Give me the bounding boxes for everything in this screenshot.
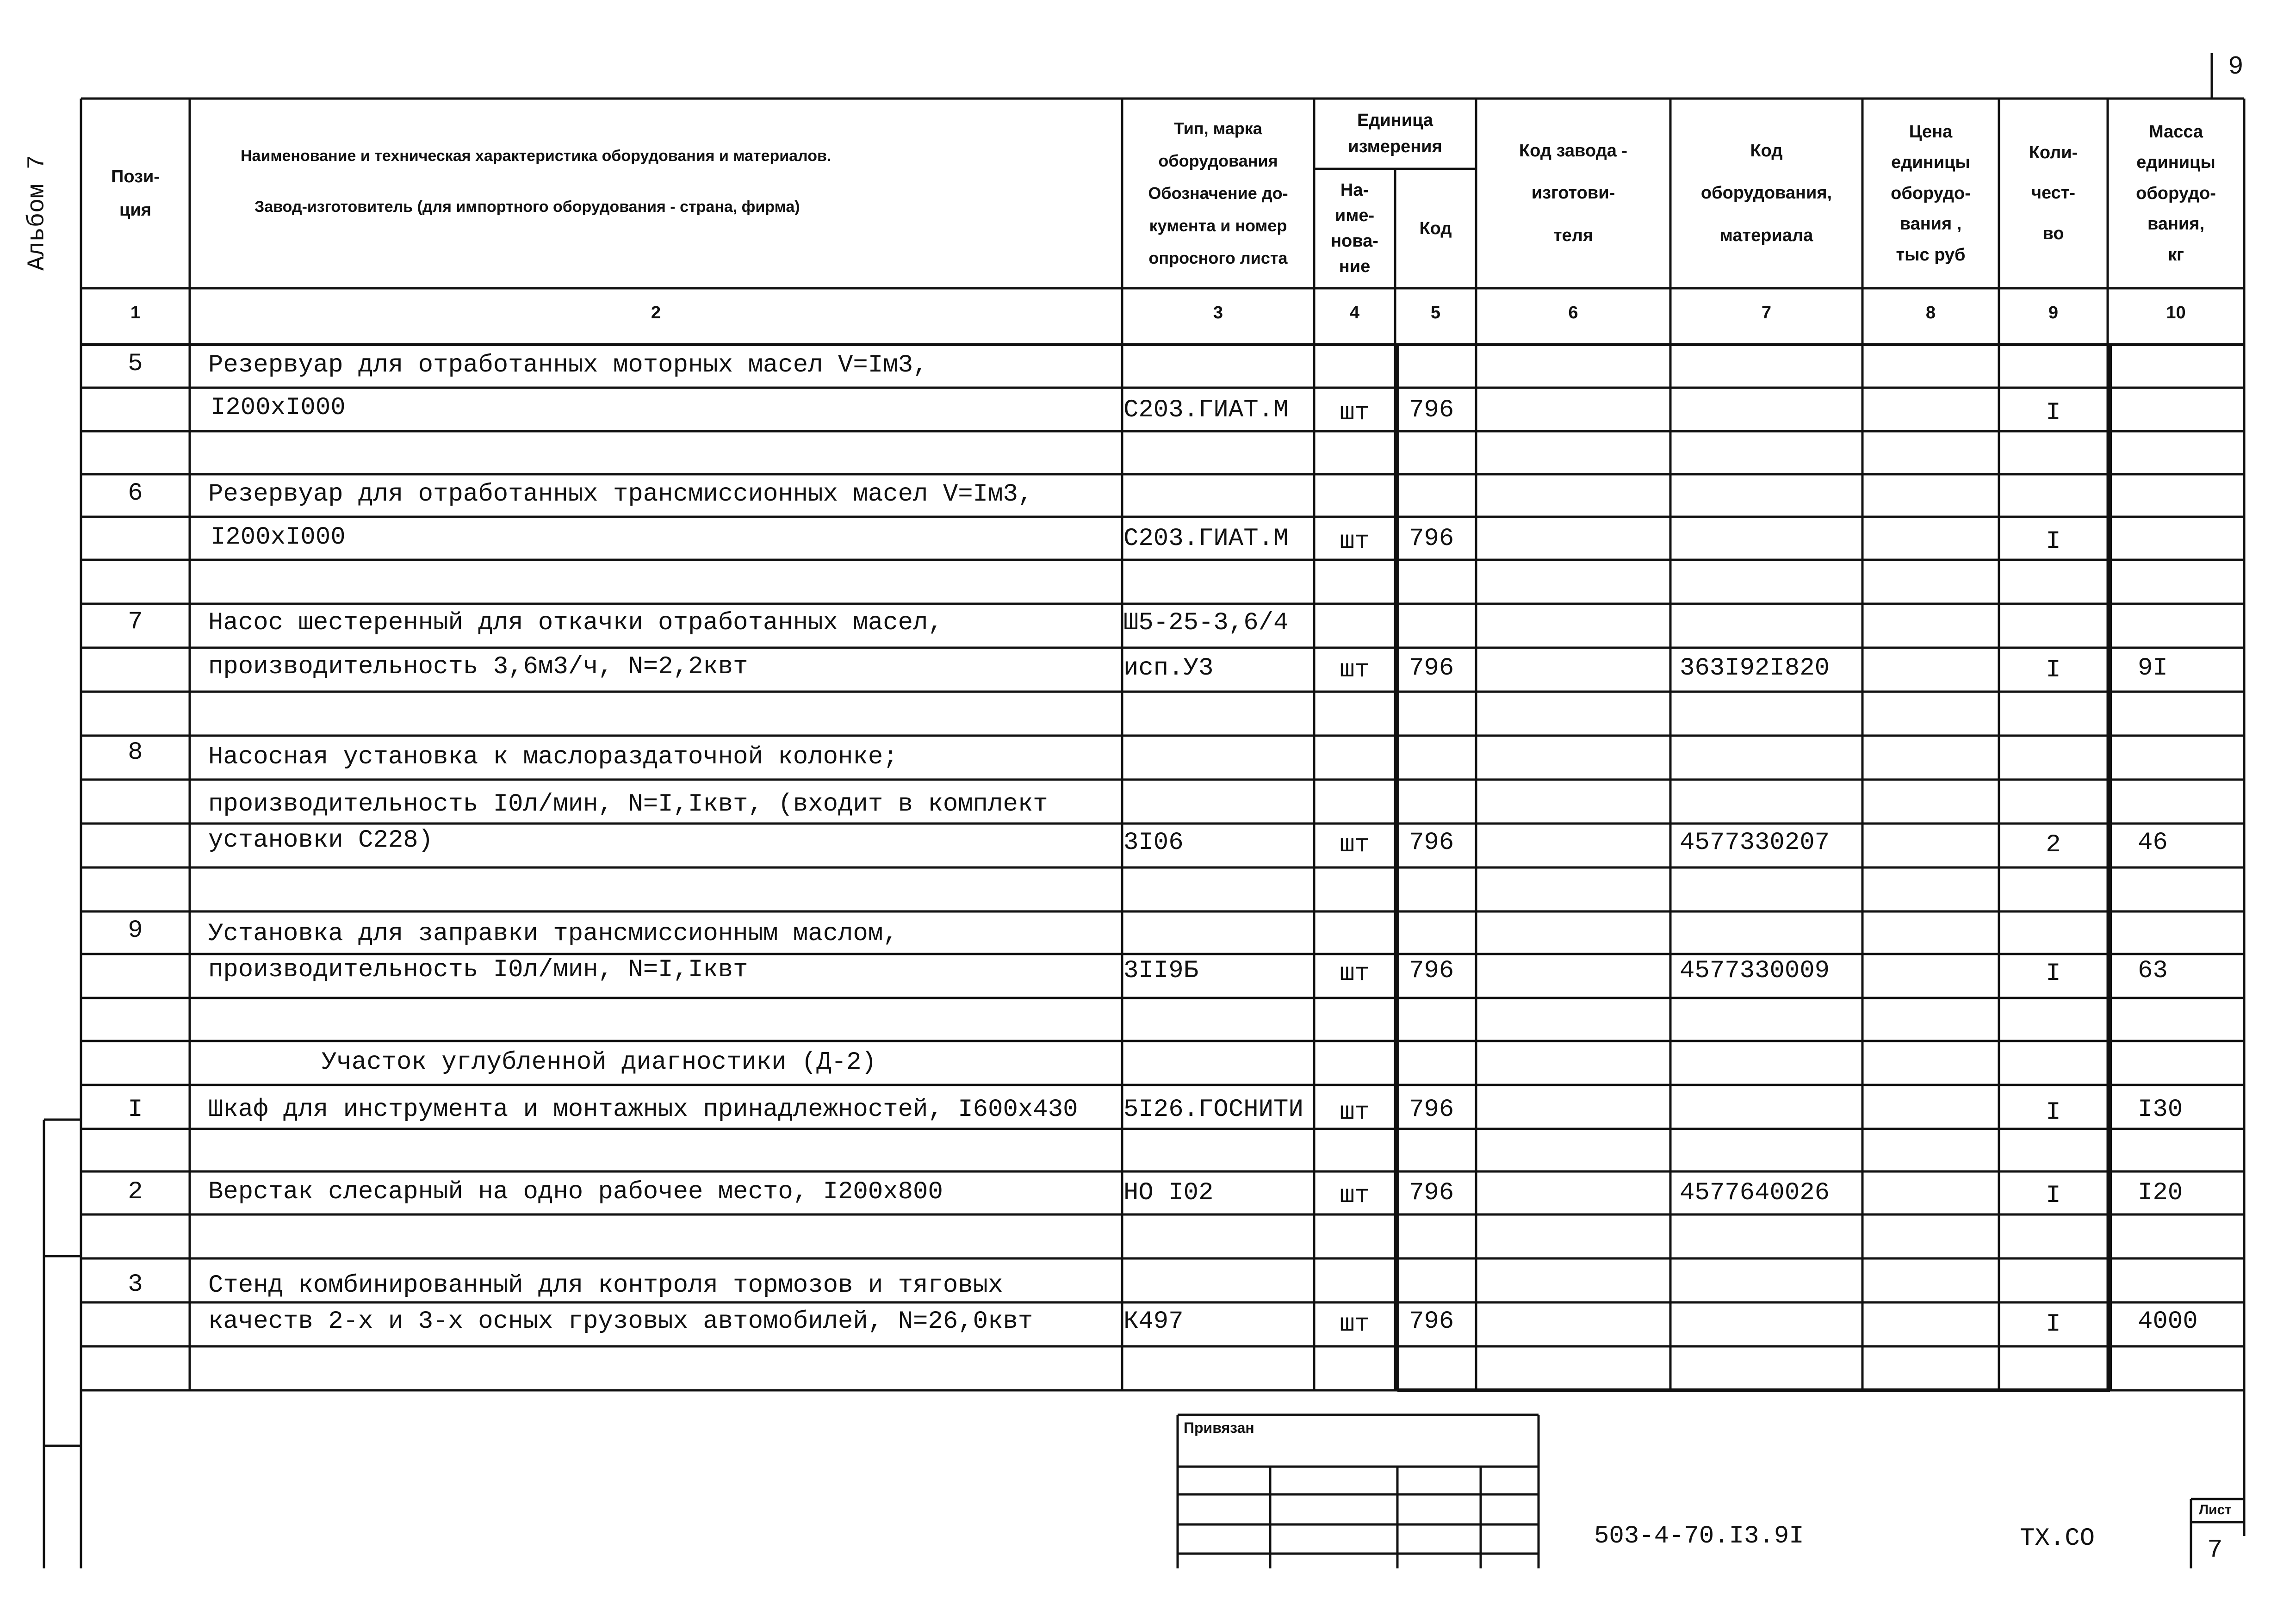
- table-row-type: 5I26.ГОСНИТИ: [1123, 1096, 1303, 1124]
- header-price: Цена единицы оборудо- вания , тыс руб: [1891, 122, 1971, 265]
- table-row-type: НО I02: [1123, 1179, 1214, 1207]
- header-name-cell: [190, 99, 1122, 288]
- table-row-type: исп.У3: [1123, 654, 1214, 682]
- table-row-unit: шт: [1340, 656, 1370, 684]
- header-mass: Масса единицы оборудо- вания, кг: [2136, 122, 2216, 265]
- table-row-name: Насосная установка к маслораздаточной колонке;: [208, 743, 898, 771]
- table-row-equipment-code: 363I92I820: [1680, 654, 1830, 682]
- table-row-unit-code: 796: [1409, 396, 1454, 424]
- table-row-quantity: I: [2046, 1310, 2061, 1338]
- table-row-equipment-code: 4577330207: [1680, 829, 1830, 857]
- col-number-2: 2: [651, 303, 661, 322]
- table-row-quantity: 2: [2046, 831, 2061, 859]
- header-quantity: Коли- чест- во: [2029, 142, 2078, 243]
- table-row-type: Ш5-25-3,6/4: [1123, 609, 1289, 637]
- table-row-unit-code: 796: [1409, 829, 1454, 857]
- table-row-equipment-code: 4577640026: [1680, 1179, 1830, 1207]
- table-row-unit: шт: [1340, 1098, 1370, 1127]
- table-row-position: 7: [128, 608, 143, 636]
- table-row-name: Шкаф для инструмента и монтажных принадлежностей, I600x430: [208, 1096, 1078, 1124]
- table-row-position: 2: [128, 1178, 143, 1206]
- table-row-type: 3I06: [1123, 829, 1184, 857]
- table-row-name: Верстак слесарный на одно рабочее место, I200x800: [208, 1178, 943, 1206]
- document-code: ТХ.СО: [2020, 1524, 2095, 1553]
- table-row-name: производительность I0л/мин, N=I,Iквт, (входит в комплект: [208, 790, 1048, 818]
- table-row-position: 9: [128, 917, 143, 945]
- table-row-unit: шт: [1340, 527, 1370, 556]
- table-row-name: Установка для заправки трансмиссионным маслом,: [208, 920, 898, 948]
- table-row-name: Резервуар для отработанных трансмиссионных масел V=Iм3,: [208, 480, 1033, 508]
- sheet-label: Лист: [2199, 1502, 2232, 1518]
- section-heading: Участок углубленной диагностики (Д-2): [322, 1048, 876, 1077]
- col-number-4: 4: [1349, 303, 1360, 322]
- table-row-position: I: [128, 1096, 143, 1124]
- table-row-unit-code: 796: [1409, 957, 1454, 985]
- table-row-name: Насос шестеренный для откачки отработанных масел,: [208, 609, 943, 637]
- header-name-line2: Завод-изготовитель (для импортного оборудования - страна, фирма): [254, 198, 800, 216]
- table-row-quantity: I: [2046, 656, 2061, 684]
- table-row-quantity: I: [2046, 1182, 2061, 1210]
- table-row-name: производительность 3,6м3/ч, N=2,2квт: [208, 653, 748, 681]
- table-row-position: 3: [128, 1270, 143, 1299]
- table-row-name: I200xI000: [211, 394, 346, 422]
- header-type: Тип, марка оборудования Обозначение до- кумента и номер опросного листа: [1148, 118, 1288, 268]
- table-row-name: Стенд комбинированный для контроля тормозов и тяговых: [208, 1271, 1003, 1300]
- table-row-unit: шт: [1340, 831, 1370, 859]
- table-row-type: К497: [1123, 1307, 1184, 1336]
- privyazan-label: Привязан: [1184, 1419, 1254, 1436]
- sheet-number: 7: [2207, 1535, 2223, 1565]
- col-number-3: 3: [1213, 303, 1223, 322]
- table-row-mass: I30: [2138, 1096, 2183, 1124]
- header-unit-group: Единица измерения: [1348, 111, 1442, 156]
- col-number-9: 9: [2048, 303, 2059, 322]
- table-row-mass: 63: [2138, 957, 2168, 985]
- table-row-quantity: I: [2046, 399, 2061, 427]
- header-name-line1: Наименование и техническая характеристика оборудования и материалов.: [241, 147, 832, 165]
- table-row-quantity: I: [2046, 1098, 2061, 1127]
- header-equipment-code: Код оборудования, материала: [1700, 141, 1832, 245]
- header-unit-name: На- име- нова- ние: [1331, 180, 1378, 277]
- page-number: 9: [2228, 52, 2244, 81]
- table-row-unit: шт: [1340, 1310, 1370, 1338]
- album-label-box: [25, 153, 49, 273]
- table-row-unit: шт: [1340, 1182, 1370, 1210]
- table-row-name: производительность I0л/мин, N=I,Iквт: [208, 956, 748, 984]
- document-number: 503-4-70.I3.9I: [1594, 1522, 1804, 1550]
- table-row-mass: 46: [2138, 829, 2168, 857]
- table-row-unit-code: 796: [1409, 1179, 1454, 1207]
- table-row-mass: I20: [2138, 1179, 2183, 1207]
- table-row-position: 8: [128, 738, 143, 767]
- table-row-position: 5: [128, 350, 143, 378]
- table-row-type: С203.ГИАТ.М: [1123, 525, 1289, 553]
- col-number-7: 7: [1761, 303, 1772, 322]
- table-row-position: 6: [128, 479, 143, 508]
- table-row-unit: шт: [1340, 399, 1370, 427]
- table-row-mass: 9I: [2138, 654, 2168, 682]
- table-row-unit-code: 796: [1409, 654, 1454, 682]
- table-row-unit-code: 796: [1409, 1307, 1454, 1336]
- header-unit-code: Код: [1419, 218, 1452, 238]
- table-row-equipment-code: 4577330009: [1680, 957, 1830, 985]
- header-factory-code: Код завода - изготови- теля: [1519, 141, 1628, 245]
- table-row-name: I200xI000: [211, 523, 346, 551]
- table-row-quantity: I: [2046, 960, 2061, 988]
- table-row-unit-code: 796: [1409, 525, 1454, 553]
- col-number-1: 1: [130, 303, 141, 322]
- table-row-mass: 4000: [2138, 1307, 2198, 1336]
- table-row-type: С203.ГИАТ.М: [1123, 396, 1289, 424]
- col-number-6: 6: [1568, 303, 1578, 322]
- table-row-name: установки С228): [208, 826, 434, 855]
- col-number-8: 8: [1925, 303, 1936, 322]
- table-row-unit-code: 796: [1409, 1096, 1454, 1124]
- col-number-5: 5: [1430, 303, 1441, 322]
- table-row-name: Резервуар для отработанных моторных масел V=Iм3,: [208, 351, 928, 379]
- table-row-type: 3II9Б: [1123, 957, 1199, 985]
- header-position: Пози- ция: [111, 167, 160, 220]
- table-row-name: качеств 2-х и 3-х осных грузовых автомобилей, N=26,0квт: [208, 1307, 1033, 1336]
- col-number-10: 10: [2166, 303, 2186, 322]
- table-row-unit: шт: [1340, 960, 1370, 988]
- album-label: Альбом 7: [23, 155, 51, 271]
- table-row-quantity: I: [2046, 527, 2061, 556]
